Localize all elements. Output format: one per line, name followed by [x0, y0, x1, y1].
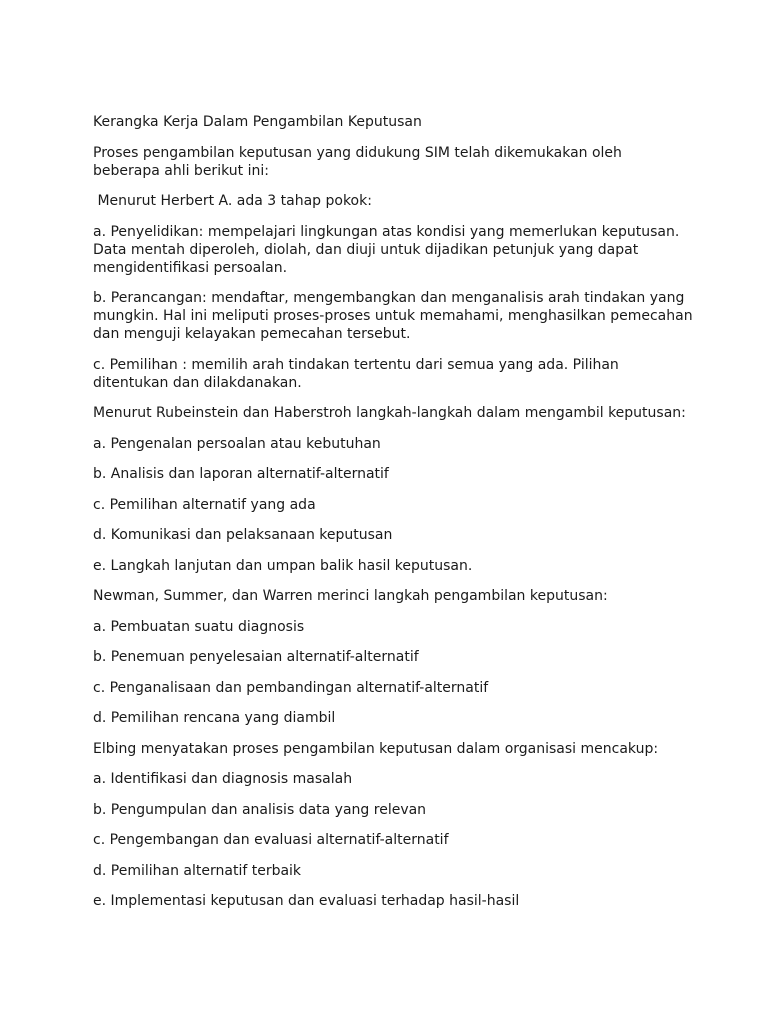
- list-item: d. Komunikasi dan pelaksanaan keputusan: [93, 527, 393, 543]
- paragraph: Newman, Summer, dan Warren merinci langkah pengambilan keputusan:: [93, 588, 608, 604]
- list-item: b. Analisis dan laporan alternatif-alternatif: [93, 466, 389, 482]
- list-item: c. Pengembangan dan evaluasi alternatif-alternatif: [93, 832, 449, 848]
- paragraph: b. Perancangan: mendaftar, mengembangkan dan menganalisis arah tindakan yang mungkin. Hal ini meliputi proses-proses untuk memahami, menghasilkan pemecahan dan menguji kelayakan pemecahan tersebut.: [93, 290, 693, 342]
- list-item: a. Pengenalan persoalan atau kebutuhan: [93, 435, 381, 452]
- list-item: a. Identifikasi dan diagnosis masalah: [93, 771, 353, 787]
- paragraph: Menurut Rubeinstein dan Haberstroh langkah-langkah dalam mengambil keputusan:: [93, 405, 686, 421]
- document-body: [93, 113, 693, 923]
- list-item: c. Pemilihan alternatif yang ada: [93, 496, 316, 513]
- paragraph: c. Pemilihan : memilih arah tindakan tertentu dari semua yang ada. Pilihan ditentukan dan dilakdanakan.: [93, 356, 619, 391]
- list-item: b. Penemuan penyelesaian alternatif-alternatif: [93, 649, 419, 665]
- paragraph: Menurut Herbert A. ada 3 tahap pokok:: [93, 193, 372, 209]
- paragraph: a. Penyelidikan: mempelajari lingkungan atas kondisi yang memerlukan keputusan. Data mentah diperoleh, diolah, dan diuji untuk dijadikan petunjuk yang dapat mengidentifikasi persoalan.: [93, 223, 680, 276]
- list-item: e. Implementasi keputusan dan evaluasi terhadap hasil-hasil: [93, 893, 520, 909]
- list-item: b. Pengumpulan dan analisis data yang relevan: [93, 801, 427, 818]
- document-title: Kerangka Kerja Dalam Pengambilan Keputusan: [93, 114, 422, 130]
- paragraph: Elbing menyatakan proses pengambilan keputusan dalam organisasi mencakup:: [93, 740, 659, 757]
- list-item: d. Pemilihan rencana yang diambil: [93, 710, 336, 726]
- paragraph: Proses pengambilan keputusan yang didukung SIM telah dikemukakan oleh beberapa ahli berikut ini:: [93, 144, 622, 179]
- list-item: c. Penganalisaan dan pembandingan alternatif-alternatif: [93, 679, 489, 696]
- list-item: d. Pemilihan alternatif terbaik: [93, 862, 302, 879]
- list-item: e. Langkah lanjutan dan umpan balik hasil keputusan.: [93, 557, 473, 574]
- list-item: a. Pembuatan suatu diagnosis: [93, 618, 305, 635]
